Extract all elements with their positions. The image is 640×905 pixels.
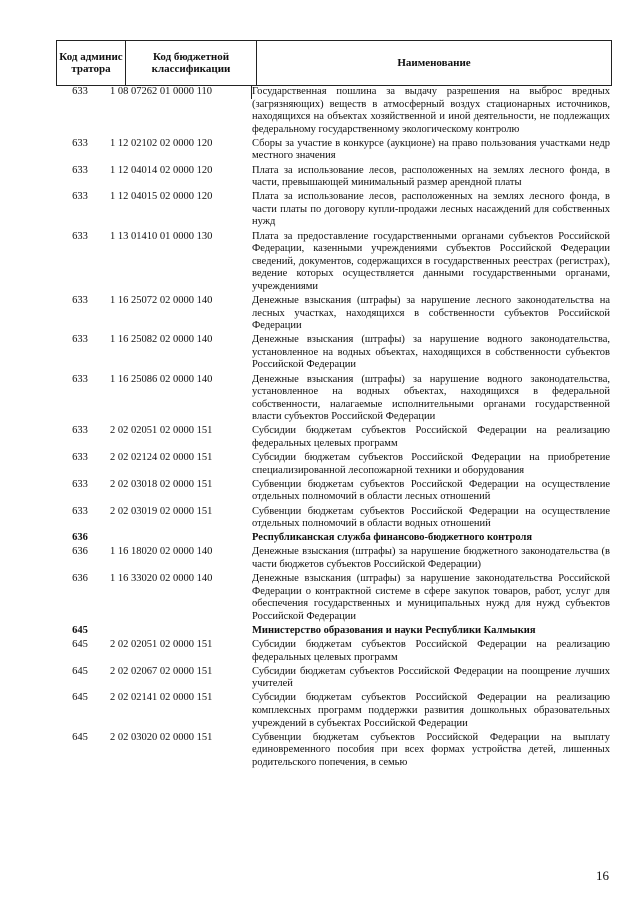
admin-code-cell: 636 (72, 532, 88, 544)
admin-code-cell: 645 (72, 731, 88, 743)
section-title: Министерство образования и науки Республики Калмыкия (252, 624, 536, 636)
table-row (56, 546, 612, 571)
name-cell: Сборы за участие в конкурсе (аукционе) на право пользования участками недр местного значения (252, 137, 610, 162)
table-row (56, 191, 612, 229)
header-name: Наименование (257, 41, 612, 86)
name-cell: Плата за предоставление государственными органами субъектов Российской Федерации, казенными учреждениями субъектов Российской Федерации сведений, документов, содержащихся в государственных реестрах (регистрах), ведение которых осуществляется данными государственными органами, учреждениями (252, 230, 610, 292)
admin-code-cell: 633 (72, 191, 88, 203)
budget-code-cell: 1 08 07262 01 0000 110 (110, 86, 212, 97)
budget-code-cell: 2 02 02051 02 0000 151 (110, 638, 213, 650)
header-admin-code: Код админис тратора (57, 41, 126, 86)
budget-code-cell: 2 02 03020 02 0000 151 (110, 731, 213, 743)
admin-code-cell: 633 (72, 230, 88, 242)
name-cell: Субсидии бюджетам субъектов Российской Федерации на реализацию федеральных целевых программ (252, 638, 610, 663)
admin-code-cell: 636 (72, 572, 88, 584)
admin-code-cell: 645 (72, 665, 88, 677)
table-row (56, 295, 612, 333)
budget-code-cell: 2 02 02124 02 0000 151 (110, 452, 213, 464)
admin-code-cell: 633 (72, 452, 88, 464)
budget-code-cell: 2 02 03019 02 0000 151 (110, 505, 213, 517)
budget-code-cell: 1 16 25072 02 0000 140 (110, 295, 213, 306)
budget-code-cell: 2 02 03018 02 0000 151 (110, 478, 213, 490)
name-cell: Субсидии бюджетам субъектов Российской Федерации на приобретение специализированной лесопожарной техники и оборудования (252, 452, 610, 476)
table-row (56, 573, 612, 623)
budget-code-cell: 2 02 02141 02 0000 151 (110, 692, 213, 704)
name-cell: Субвенции бюджетам субъектов Российской Федерации на выплату единовременного пособия при всех формах устройства детей, лишенных родительского попечения, в семью (252, 731, 610, 768)
name-cell: Плата за использование лесов, расположенных на землях лесного фонда, в части платы по договору купли-продажи лесных насаждений для собственных нужд (252, 191, 610, 228)
table-row (56, 666, 612, 691)
admin-code-cell: 633 (72, 164, 88, 176)
table-row (56, 334, 612, 372)
page-number: 16 (596, 868, 609, 883)
table-row (56, 479, 612, 504)
budget-code-cell (104, 532, 246, 545)
table-row (56, 452, 612, 477)
admin-code-cell: 633 (72, 137, 88, 149)
table-header (56, 40, 612, 86)
name-cell: Субвенции бюджетам субъектов Российской Федерации на осуществление отдельных полномочий в области водных отношений (252, 505, 610, 530)
admin-code-cell: 633 (72, 334, 88, 346)
section-row (56, 625, 612, 638)
table-row (56, 639, 612, 664)
budget-code-cell (104, 625, 246, 638)
section-row (56, 532, 612, 545)
name-cell: Денежные взыскания (штрафы) за нарушение законодательства Российской Федерации о контрактной системе в сфере закупок товаров, работ, услуг для обеспечения государственных и муниципальных нужд для нужд субъектов Российской Федерации (252, 572, 610, 622)
name-cell: Субвенции бюджетам субъектов Российской Федерации на осуществление отдельных полномочий в области лесных отношений (252, 478, 610, 503)
admin-code-cell: 645 (72, 624, 88, 636)
admin-code-cell: 633 (72, 425, 88, 437)
admin-code-cell: 645 (72, 638, 88, 650)
budget-code-cell: 1 16 25082 02 0000 140 (110, 334, 213, 346)
budget-code-cell: 1 16 33020 02 0000 140 (110, 572, 213, 584)
name-cell: Субсидии бюджетам субъектов Российской Федерации на реализацию комплексных программ поддержки развития дошкольных образовательных учреждений в субъектах Российской Федерации (252, 692, 610, 729)
table-row (56, 231, 612, 294)
table-row (56, 165, 612, 190)
name-cell: Плата за использование лесов, расположенных на землях лесного фонда, в части, превышающей минимальный размер арендной платы (252, 164, 610, 189)
budget-code-cell: 2 02 02051 02 0000 151 (110, 425, 213, 437)
table-row (56, 374, 612, 424)
table-row (56, 86, 612, 136)
admin-code-cell: 636 (72, 546, 88, 558)
name-cell: Денежные взыскания (штрафы) за нарушение водного законодательства, установленное на водных объектах, находящихся в федеральной собственности, налагаемые исполнительными органами государственной власти субъектов Российской Федерации (252, 373, 610, 423)
table-row (56, 732, 612, 770)
admin-code-cell: 633 (72, 86, 88, 97)
table-row (56, 138, 612, 163)
table-row (56, 506, 612, 531)
table-body (56, 86, 612, 769)
table-row (56, 425, 612, 450)
admin-code-cell: 633 (72, 478, 88, 490)
name-cell: Субсидии бюджетам субъектов Российской Федерации на поощрение лучших учителей (252, 665, 610, 690)
name-cell: Денежные взыскания (штрафы) за нарушение водного законодательства, установленное на водных объектах, находящихся в собственности субъектов Российской Федерации (252, 334, 610, 371)
budget-code-cell: 1 16 18020 02 0000 140 (110, 546, 213, 558)
header-budget-code: Код бюджетной классификации (126, 41, 257, 86)
budget-code-cell: 1 13 01410 01 0000 130 (110, 230, 213, 242)
budget-code-cell: 1 12 04015 02 0000 120 (110, 191, 213, 203)
table-row (56, 692, 612, 730)
budget-code-cell: 2 02 02067 02 0000 151 (110, 665, 213, 677)
name-cell: Денежные взыскания (штрафы) за нарушение бюджетного законодательства (в части бюджетов субъектов Российской Федерации) (252, 546, 610, 570)
admin-code-cell: 633 (72, 505, 88, 517)
admin-code-cell: 633 (72, 373, 88, 385)
admin-code-cell: 633 (72, 295, 88, 306)
budget-code-cell: 1 12 02102 02 0000 120 (110, 137, 213, 149)
name-cell: Государственная пошлина за выдачу разрешения на выброс вредных (загрязняющих) веществ в атмосферный воздух стационарных источников, находящихся на объектах хозяйственной и иной деятельности, не подлежащих федеральному государственному экологическому контролю (252, 86, 610, 135)
name-cell: Денежные взыскания (штрафы) за нарушение лесного законодательства на лесных участках, находящихся в собственности субъектов Российской Федерации (252, 295, 610, 332)
name-cell: Субсидии бюджетам субъектов Российской Федерации на реализацию федеральных целевых программ (252, 425, 610, 450)
budget-code-cell: 1 12 04014 02 0000 120 (110, 164, 213, 176)
section-title: Республиканская служба финансово-бюджетного контроля (252, 532, 533, 544)
budget-code-cell: 1 16 25086 02 0000 140 (110, 373, 213, 385)
admin-code-cell: 645 (72, 692, 88, 704)
